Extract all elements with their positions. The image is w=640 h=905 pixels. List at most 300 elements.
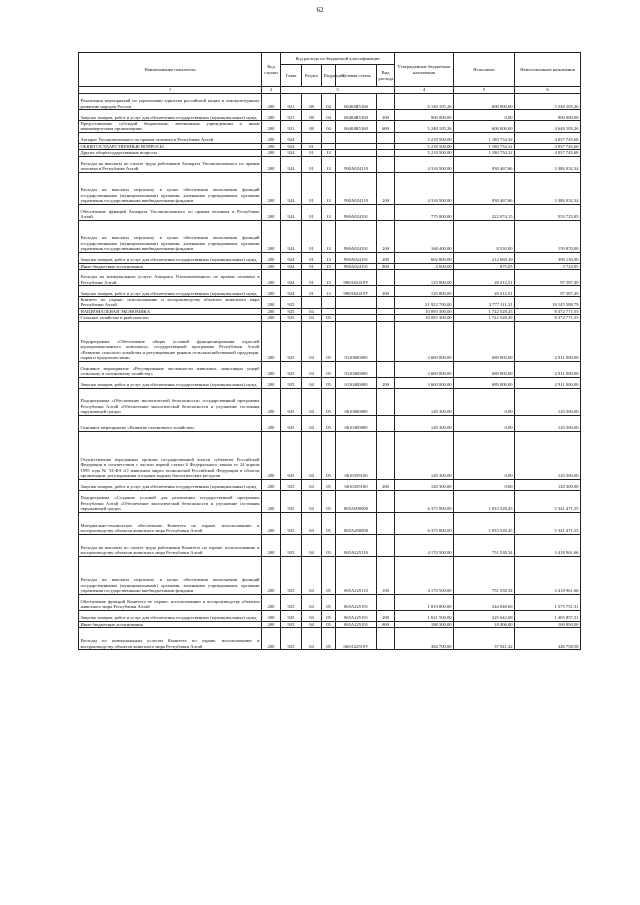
row-expense-type: 200 xyxy=(377,252,395,263)
row-approved: 775 800,00 xyxy=(395,204,454,220)
row-podrazdel: 05 xyxy=(322,431,336,479)
row-razdel: 04 xyxy=(302,512,322,534)
row-target-article: 0610359100 xyxy=(336,479,377,490)
row-unexecuted: 2 911 000,00 xyxy=(515,377,581,388)
row-podrazdel: 05 xyxy=(322,556,336,594)
row-glava: 925 xyxy=(281,594,302,610)
row-executed: 1 722 528,45 xyxy=(454,308,515,314)
row-unexecuted: 8 372 771,55 xyxy=(515,308,581,314)
row-name: НАЦИОНАЛЬНАЯ ЭКОНОМИКА xyxy=(79,308,262,314)
row-name: Закупка товаров, работ и услуг для обеспечения государственных (муниципальных) нужд xyxy=(79,252,262,263)
row-razdel xyxy=(302,297,322,309)
row-executed: 3 777 111,21 xyxy=(454,297,515,309)
header-target-article: Целевая статья xyxy=(336,65,377,87)
row-podrazdel: 04 xyxy=(322,110,336,121)
row-unexecuted: 120 300,00 xyxy=(515,431,581,479)
column-number: 5 xyxy=(454,87,515,94)
row-podrazdel: 05 xyxy=(322,621,336,627)
row-unexecuted: 1 405 857,31 xyxy=(515,610,581,621)
row-expense-type: 200 xyxy=(377,110,395,121)
header-glava: Глава xyxy=(281,65,302,87)
row-unexecuted: 4 037 745,68 xyxy=(515,143,581,149)
row-approved: 188 300,00 xyxy=(395,621,454,627)
row-line-code: 200 xyxy=(262,388,281,415)
row-name: Иные бюджетные ассигнования xyxy=(79,621,262,627)
row-name: Предоставление субсидий бюджетным, автономным учреждениям и иным некоммерческим организациям xyxy=(80,121,260,132)
row-executed: 0,00 xyxy=(454,431,515,479)
row-glava: 925 xyxy=(281,388,302,415)
row-line-code: 200 xyxy=(262,315,281,321)
row-line-code: 200 xyxy=(262,270,281,286)
row-glava: 924 xyxy=(281,150,302,156)
row-line-code: 200 xyxy=(262,220,281,252)
row-unexecuted: 159 870,00 xyxy=(515,220,581,252)
row-name: Основное мероприятие «Развитие охотничьего хозяйства» xyxy=(79,415,262,431)
row-expense-type xyxy=(377,512,395,534)
column-number: 6 xyxy=(515,87,581,94)
row-razdel: 04 xyxy=(302,388,322,415)
table-row xyxy=(79,156,581,172)
row-line-code: 200 xyxy=(262,204,281,220)
row-target-article: 06404R5160 xyxy=(336,110,377,121)
row-target-article: 990A024191 xyxy=(336,252,377,263)
row-name: Закупка товаров, работ и услуг для обеспечения государственных (муниципальных) нужд xyxy=(79,286,262,297)
row-executed: 689 000,00 xyxy=(454,361,515,377)
row-razdel: 04 xyxy=(302,621,322,627)
row-unexecuted: 97 587,49 xyxy=(515,286,581,297)
table-row xyxy=(79,610,581,621)
row-executed: 212 669,10 xyxy=(454,252,515,263)
row-glava: 925 xyxy=(281,377,302,388)
row-razdel: 08 xyxy=(302,94,322,110)
header-podrazdel: Подраздел xyxy=(322,65,336,87)
row-name: Закупка товаров, работ и услуг для обеспечения государственных (муниципальных) нужд xyxy=(79,377,262,388)
row-expense-type: 200 xyxy=(377,286,395,297)
row-podrazdel: 05 xyxy=(322,388,336,415)
row-razdel: 01 xyxy=(302,263,322,269)
table-row xyxy=(79,94,581,110)
row-razdel: 04 xyxy=(302,315,322,321)
row-razdel: 04 xyxy=(302,594,322,610)
row-executed: 600 000,00 xyxy=(454,94,515,110)
row-line-code: 200 xyxy=(262,490,281,512)
row-approved: 4 600,00 xyxy=(395,263,454,269)
row-podrazdel: 13 xyxy=(322,204,336,220)
row-glava: 925 xyxy=(281,621,302,627)
row-executed: 689 000,00 xyxy=(454,377,515,388)
row-target-article: 06404R5160 xyxy=(336,121,377,133)
table-row xyxy=(79,297,581,309)
row-unexecuted: 169 894,00 xyxy=(515,621,581,627)
row-approved: 4 170 500,00 xyxy=(395,556,454,594)
column-number: 3 xyxy=(281,87,395,94)
row-expense-type xyxy=(377,297,395,309)
row-razdel: 04 xyxy=(302,534,322,556)
row-target-article: 0610359100 xyxy=(336,431,377,479)
row-expense-type xyxy=(377,628,395,650)
row-target-article: 990A024110 xyxy=(336,172,377,204)
row-executed: 8 530,00 xyxy=(454,220,515,252)
row-unexecuted: 2 911 000,00 xyxy=(515,321,581,361)
row-razdel: 01 xyxy=(302,204,322,220)
row-approved: 168 400,00 xyxy=(395,220,454,252)
row-expense-type: 100 xyxy=(377,556,395,594)
row-podrazdel: 13 xyxy=(322,270,336,286)
budget-execution-table xyxy=(78,52,581,650)
row-approved: 120 300,00 xyxy=(395,415,454,431)
row-unexecuted: 120 300,00 xyxy=(515,388,581,415)
row-approved: 5 218 500,00 xyxy=(395,150,454,156)
row-executed: 0,00 xyxy=(454,110,515,121)
row-approved: 10 095 300,00 xyxy=(395,315,454,321)
row-target-article: 065А225191 xyxy=(336,610,377,621)
row-approved: 21 922 700,00 xyxy=(395,297,454,309)
header-expense-type: Вид расхода xyxy=(377,65,395,87)
row-podrazdel: 04 xyxy=(322,121,336,133)
row-name: Материально-техническое обеспечение Комитета по охране, использованию и воспроизводству объектов животного мира Республики Алтай xyxy=(79,512,262,534)
row-expense-type: 100 xyxy=(377,172,395,204)
row-unexecuted: 3 418 961,66 xyxy=(515,534,581,556)
header-razdel: Раздел xyxy=(302,65,322,87)
row-executed: 600 000,00 xyxy=(454,121,515,133)
row-glava: 925 xyxy=(281,297,302,309)
row-glava: 925 xyxy=(281,628,302,650)
table-row xyxy=(79,556,581,594)
row-line-code: 200 xyxy=(262,263,281,269)
table-row xyxy=(79,512,581,534)
row-expense-type: 200 xyxy=(377,377,395,388)
row-executed: 28 212,51 xyxy=(454,286,515,297)
row-name: Обеспечение функций Аппарата Уполномоченного по правам человека в Республике Алтай xyxy=(79,204,262,220)
row-podrazdel: 13 xyxy=(322,252,336,263)
row-unexecuted: 120 300,00 xyxy=(515,479,581,490)
row-executed: 0,00 xyxy=(454,388,515,415)
row-name: Другие общегосударственные вопросы xyxy=(79,150,262,156)
row-executed: 244 048,69 xyxy=(454,594,515,610)
row-name: Подпрограмма «Обеспечение экологической безопасности» государственной программы Республики Алтай «Обеспечение экологической безопасности и улучшение состояния окружающей среды» xyxy=(79,388,262,415)
row-glava: 925 xyxy=(281,534,302,556)
row-glava: 924 xyxy=(281,270,302,286)
row-name: Аппарат Уполномоченного по правам человека в Республике Алтай xyxy=(79,132,262,143)
row-glava: 925 xyxy=(281,490,302,512)
row-line-code: 200 xyxy=(262,628,281,650)
row-razdel: 04 xyxy=(302,415,322,431)
row-name: Комитет по охране, использованию и воспроизводству объектов животного мира Республики Алтай xyxy=(80,297,260,308)
column-number: 4 xyxy=(395,87,454,94)
row-expense-type: 800 xyxy=(377,263,395,269)
row-podrazdel: 13 xyxy=(322,156,336,172)
row-approved: 3 600 000,00 xyxy=(395,361,454,377)
row-glava: 921 xyxy=(281,94,302,110)
row-unexecuted: 3 724,95 xyxy=(515,263,581,269)
row-expense-type xyxy=(377,534,395,556)
row-razdel: 04 xyxy=(302,628,322,650)
row-approved: 125 800,00 xyxy=(395,286,454,297)
table-row xyxy=(79,286,581,297)
table-row xyxy=(79,628,581,650)
row-target-article: 065А22519У xyxy=(336,628,377,650)
row-line-code: 200 xyxy=(262,132,281,143)
row-razdel: 04 xyxy=(302,490,322,512)
row-target-article: 990A02419У xyxy=(336,286,377,297)
row-line-code: 200 xyxy=(262,377,281,388)
row-razdel: 04 xyxy=(302,308,322,314)
row-name: Подпрограмма «Обеспечение общих условий функционирования отраслей агропромышленного комплекса» государственной программы Республики Алтай «Развитие сельского хозяйства и регулирование рынков сельскохозяйственной продукции, сырья и продовольствия» xyxy=(79,321,262,361)
row-razdel: 01 xyxy=(302,252,322,263)
table-row xyxy=(79,534,581,556)
column-number: 1 xyxy=(79,87,262,94)
row-line-code: 200 xyxy=(262,610,281,621)
row-name: Закупка товаров, работ и услуг для обеспечения государственных (муниципальных) нужд xyxy=(79,610,262,621)
row-target-article: 065А225110 xyxy=(336,556,377,594)
row-line-code: 200 xyxy=(262,110,281,121)
row-expense-type: 100 xyxy=(377,220,395,252)
row-line-code: 200 xyxy=(262,534,281,556)
row-name: Подпрограмма «Создание условий для реализации государственной программы Республики Алтай «Обеспечение экологической безопасности и улучшение состояния окружающей среды» xyxy=(79,490,262,512)
row-target-article: 06404R5160 xyxy=(336,94,377,110)
row-approved: 120 300,00 xyxy=(395,388,454,415)
row-executed: 1 033 528,45 xyxy=(454,490,515,512)
table-row xyxy=(79,204,581,220)
row-approved: 4 316 500,00 xyxy=(395,172,454,204)
row-expense-type: 200 xyxy=(377,610,395,621)
row-podrazdel: 05 xyxy=(322,315,336,321)
row-glava: 924 xyxy=(281,156,302,172)
row-podrazdel: 13 xyxy=(322,150,336,156)
row-glava: 924 xyxy=(281,172,302,204)
row-unexecuted: 4 037 745,68 xyxy=(515,150,581,156)
row-executed: 1 180 754,32 xyxy=(454,143,515,149)
row-approved: 4 316 500,00 xyxy=(395,156,454,172)
table-row xyxy=(79,270,581,286)
row-podrazdel: 05 xyxy=(322,361,336,377)
row-unexecuted: 4 648 105,26 xyxy=(515,121,581,133)
row-expense-type xyxy=(377,321,395,361)
row-approved: 5 218 500,00 xyxy=(395,143,454,149)
row-glava: 925 xyxy=(281,361,302,377)
row-unexecuted: 390 130,90 xyxy=(515,252,581,263)
row-razdel: 04 xyxy=(302,431,322,479)
row-expense-type xyxy=(377,156,395,172)
row-line-code: 200 xyxy=(262,94,281,110)
row-executed: 222 074,15 xyxy=(454,204,515,220)
row-expense-type xyxy=(377,361,395,377)
row-target-article: 990A02419У xyxy=(336,270,377,286)
row-approved: 5 248 105,26 xyxy=(395,121,454,133)
row-target-article: 990A024191 xyxy=(336,263,377,269)
row-executed: 930 467,66 xyxy=(454,156,515,172)
row-target-article: 065А225191 xyxy=(336,621,377,627)
row-approved: 1 819 800,00 xyxy=(395,594,454,610)
row-name: Закупка товаров, работ и услуг для обеспечения государственных (муниципальных) нужд xyxy=(79,110,262,121)
row-expense-type: 800 xyxy=(377,621,395,627)
row-glava: 925 xyxy=(281,479,302,490)
row-name: Иные бюджетные ассигнования xyxy=(79,263,262,269)
row-line-code: 200 xyxy=(262,512,281,534)
row-line-code: 200 xyxy=(262,297,281,309)
table-row xyxy=(79,490,581,512)
row-expense-type: 200 xyxy=(377,479,395,490)
table-body xyxy=(79,94,581,650)
row-unexecuted: 2 911 000,00 xyxy=(515,361,581,377)
row-line-code: 200 xyxy=(262,252,281,263)
row-line-code: 200 xyxy=(262,172,281,204)
row-name: Закупка товаров, работ и услуг для обеспечения государственных (муниципальных) нужд xyxy=(79,479,262,490)
row-target-article xyxy=(336,132,377,143)
row-expense-type xyxy=(377,490,395,512)
row-razdel: 04 xyxy=(302,361,322,377)
page-number: 62 xyxy=(316,6,324,14)
row-executed: 0,00 xyxy=(454,479,515,490)
row-line-code: 200 xyxy=(262,415,281,431)
row-glava: 925 xyxy=(281,556,302,594)
row-glava: 925 xyxy=(281,308,302,314)
row-line-code: 200 xyxy=(262,321,281,361)
table-row xyxy=(79,361,581,377)
table-row xyxy=(79,172,581,204)
row-podrazdel: 05 xyxy=(322,512,336,534)
header-executed: Исполнено xyxy=(454,53,515,87)
row-razdel: 04 xyxy=(302,321,322,361)
row-approved: 10 095 300,00 xyxy=(395,308,454,314)
row-approved: 3 600 000,00 xyxy=(395,377,454,388)
row-target-article: 065А225110 xyxy=(336,534,377,556)
row-name: Обеспечение функций Комитета по охране, использованию и воспроизводству объектов животного мира Республики Алтай xyxy=(79,594,262,610)
row-glava: 924 xyxy=(281,252,302,263)
row-approved: 6 375 000,00 xyxy=(395,512,454,534)
row-glava: 921 xyxy=(281,121,302,133)
row-razdel xyxy=(302,132,322,143)
row-unexecuted: 346 758,58 xyxy=(515,628,581,650)
row-name: Расходы на выплаты персоналу в целях обеспечения выполнения функций государственными (муниципальными) органами, казенными учреждениями, органами управления государственными внебюджетными фондами xyxy=(79,172,262,204)
column-number: 2 xyxy=(262,87,281,94)
row-executed: 689 000,00 xyxy=(454,321,515,361)
row-podrazdel: 05 xyxy=(322,490,336,512)
row-podrazdel xyxy=(322,132,336,143)
row-target-article: 990A024191 xyxy=(336,204,377,220)
row-name: Расходы на выплаты по оплате труда работников Аппарата Уполномоченного по правам человека в Республике Алтай xyxy=(79,156,262,172)
row-podrazdel xyxy=(322,297,336,309)
row-executed: 751 538,34 xyxy=(454,534,515,556)
row-expense-type xyxy=(377,594,395,610)
row-expense-type xyxy=(377,94,395,110)
header-name: Наименование показателя xyxy=(79,53,262,87)
table-row xyxy=(79,321,581,361)
table-row xyxy=(79,377,581,388)
table-row xyxy=(79,479,581,490)
row-name: Расходы на выплаты персоналу в целях обеспечения выполнения функций государственными (муниципальными) органами, казенными учреждениями, органами управления государственными внебюджетными фондами xyxy=(79,220,262,252)
row-line-code: 200 xyxy=(262,286,281,297)
row-glava: 924 xyxy=(281,143,302,149)
table-row xyxy=(79,594,581,610)
row-glava: 925 xyxy=(281,431,302,479)
row-target-article: 0610300000 xyxy=(336,415,377,431)
row-razdel: 01 xyxy=(302,286,322,297)
row-glava: 925 xyxy=(281,321,302,361)
row-executed: 1 180 754,32 xyxy=(454,132,515,143)
row-podrazdel: 05 xyxy=(322,415,336,431)
row-unexecuted: 1 575 751,31 xyxy=(515,594,581,610)
row-razdel: 01 xyxy=(302,143,322,149)
row-unexecuted: 5 548 105,26 xyxy=(515,94,581,110)
row-glava: 925 xyxy=(281,610,302,621)
row-line-code: 200 xyxy=(262,594,281,610)
row-razdel: 04 xyxy=(302,479,322,490)
row-approved: 125 800,00 xyxy=(395,270,454,286)
row-unexecuted: 8 372 771,55 xyxy=(515,315,581,321)
row-line-code: 200 xyxy=(262,556,281,594)
row-expense-type xyxy=(377,388,395,415)
header-approved: Утвержденные бюджетные назначения xyxy=(395,53,454,87)
table-row xyxy=(79,110,581,121)
row-expense-type xyxy=(377,270,395,286)
header-unexecuted: Неисполненные назначения xyxy=(515,53,581,87)
row-podrazdel: 05 xyxy=(322,377,336,388)
row-glava: 925 xyxy=(281,512,302,534)
header-line-code: Код строки xyxy=(262,53,281,87)
row-approved: 120 300,00 xyxy=(395,431,454,479)
row-target-article: 0120000000 xyxy=(336,321,377,361)
row-approved: 6 375 000,00 xyxy=(395,490,454,512)
table-row xyxy=(79,132,581,143)
row-razdel: 04 xyxy=(302,556,322,594)
table-row xyxy=(79,150,581,156)
row-podrazdel: 13 xyxy=(322,286,336,297)
row-razdel: 08 xyxy=(302,121,322,133)
row-podrazdel: 05 xyxy=(322,321,336,361)
row-podrazdel: 05 xyxy=(322,628,336,650)
row-expense-type xyxy=(377,431,395,479)
row-podrazdel: 05 xyxy=(322,534,336,556)
row-glava: 925 xyxy=(281,415,302,431)
row-approved: 602 800,00 xyxy=(395,252,454,263)
table-row xyxy=(79,220,581,252)
row-podrazdel: 13 xyxy=(322,172,336,204)
header-budget-classification: Код расхода по бюджетной классификации xyxy=(281,53,395,65)
row-name: Расходы на выплаты по оплате труда работников Комитета по охране, использованию и воспроизводству объектов животного мира Республики Алтай xyxy=(79,534,262,556)
row-unexecuted: 4 037 745,68 xyxy=(515,132,581,143)
row-glava: 925 xyxy=(281,315,302,321)
row-razdel: 01 xyxy=(302,172,322,204)
row-podrazdel: 05 xyxy=(322,610,336,621)
row-podrazdel: 04 xyxy=(322,94,336,110)
row-approved: 6 148 105,26 xyxy=(395,94,454,110)
table-row xyxy=(79,121,581,133)
row-target-article: 065А200000 xyxy=(336,512,377,534)
row-razdel: 01 xyxy=(302,150,322,156)
row-unexecuted: 97 587,49 xyxy=(515,270,581,286)
row-podrazdel: 13 xyxy=(322,263,336,269)
row-glava: 924 xyxy=(281,204,302,220)
row-unexecuted: 18 145 588,79 xyxy=(515,297,581,309)
row-unexecuted: 5 341 471,55 xyxy=(515,490,581,512)
row-razdel: 04 xyxy=(302,610,322,621)
row-executed: 1 033 528,45 xyxy=(454,512,515,534)
row-executed: 18 406,00 xyxy=(454,621,515,627)
row-name: Реализация мероприятий по укреплению единства российской нации и этнокультурному развитию народов России xyxy=(79,94,262,110)
row-approved: 1 631 500,00 xyxy=(395,610,454,621)
row-executed: 751 538,34 xyxy=(454,556,515,594)
row-approved: 3 600 000,00 xyxy=(395,321,454,361)
row-approved: 384 700,00 xyxy=(395,628,454,650)
row-expense-type xyxy=(377,415,395,431)
row-glava: 924 xyxy=(281,132,302,143)
row-unexecuted: 900 000,00 xyxy=(515,110,581,121)
row-executed: 0,00 xyxy=(454,415,515,431)
row-target-article: 0120400000 xyxy=(336,361,377,377)
row-name: Основное мероприятие «Регулирование численности животных, наносящих ущерб сельскому и охотничьему хозяйству» xyxy=(79,361,262,377)
row-approved: 4 170 500,00 xyxy=(395,534,454,556)
